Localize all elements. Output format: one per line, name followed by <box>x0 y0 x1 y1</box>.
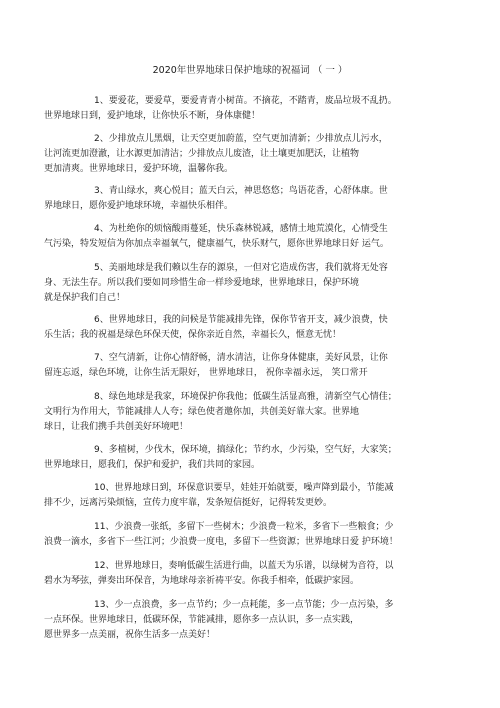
paragraph-8 <box>44 390 464 435</box>
paragraph-line: 6、世界地球日，我的问候是节能减排先锋，保你节省开支，减少浪费，快 <box>94 315 388 325</box>
paragraph-line: 4、为杜绝你的烦恼酸雨蔓延，快乐森林锐减，感情土地荒漠化，心情受生 <box>94 224 388 234</box>
paragraph-line: 文明行为作用大，节能减排人人夸；绿色使者邀你加，共创美好靠大家。世界地 <box>44 407 360 417</box>
paragraph-4 <box>44 222 464 252</box>
paragraph-line: 9、多植树，少伐木，保环境，搞绿化；节约水，少污染，空气好，大家笑； <box>94 445 397 455</box>
paragraph-line: 身、无法生存。所以我们要如同珍惜生命一样珍爱地球，世界地球日，保护环境 <box>44 278 360 288</box>
paragraph-line: 排不少，远离污染烦恼，宣传力度牢靠，发条短信挺好，记得转发更妙。 <box>44 498 333 508</box>
paragraph-line: 一点环保。世界地球日，低碳环保，节能减排，愿你多一点认识，多一点实践， <box>44 615 360 625</box>
paragraph-11 <box>44 520 464 550</box>
paragraph-line: 世界地球日到，爱护地球，让你快乐不断，身体康健！ <box>44 111 261 121</box>
paragraph-line: 2、少排放点儿黑烟，让天空更加蔚蓝，空气更加清新；少排放点儿污水， <box>94 134 388 144</box>
paragraph-line: 11、少浪费一张纸，多留下一些树木；少浪费一粒米，多省下一些粮食；少 <box>94 522 394 532</box>
paragraph-line: 10、世界地球日到，环保意识要早，娃娃开始就要，噪声降到最小，节能减 <box>94 483 394 493</box>
paragraph-12 <box>44 559 464 589</box>
paragraph-line: 球日，让我们携手共创美好环境吧！ <box>44 422 189 432</box>
paragraph-6 <box>44 313 464 343</box>
paragraph-7 <box>44 351 464 381</box>
document-title: 2020年世界地球日保护地球的祝福词 （ 一 ） <box>152 65 348 76</box>
paragraph-line: 更加清爽。世界地球日，爱护环境，温馨你我。 <box>44 164 234 174</box>
paragraph-line: 1、要爱花，要爱草，要爱青青小树苗。不摘花，不踏青，废品垃圾不乱扔。 <box>94 96 397 106</box>
paragraph-line: 世界地球日，愿我们，保护和爱护，我们共同的家园。 <box>44 460 261 470</box>
paragraph-line: 乐生活；我的祝福是绿色环保天使，保你亲近自然，幸福长久，惬意无忧！ <box>44 330 342 340</box>
paragraph-line: 7、空气清新，让你心情舒畅，清水清洁，让你身体健康，美好风景，让你 <box>94 353 388 363</box>
paragraph-10 <box>44 481 464 511</box>
paragraph-line: 5、美丽地球是我们赖以生存的源泉，一但对它造成伤害，我们就将无处容 <box>94 263 388 273</box>
paragraph-line: 碧水为琴弦，弹奏出环保音，为地球母亲祈祷平安。你我手相牵，低碳护家园。 <box>44 576 360 586</box>
paragraph-3 <box>44 184 464 214</box>
paragraph-line: 12、世界地球日，奏响低碳生活进行曲，以蓝天为乐谱，以绿树为音符，以 <box>94 561 394 571</box>
paragraph-line: 就是保护我们自己！ <box>44 293 126 303</box>
paragraph-line: 愿世界多一点美丽，祝你生活多一点美好！ <box>44 630 216 640</box>
paragraph-13 <box>44 598 464 643</box>
paragraph-line: 13、少一点浪费，多一点节约；少一点耗能，多一点节能；少一点污染，多 <box>94 600 394 610</box>
paragraph-line: 留连忘返，绿色环境，让你生活无限好， 世界地球日， 祝你幸福永远， 笑口常开 <box>44 368 368 378</box>
paragraph-5 <box>44 261 464 306</box>
paragraph-line: 浪费一滴水，多省下一些江河；少浪费一度电，多留下一些资源；世界地球日爱 护环境！ <box>44 537 398 547</box>
paragraph-9 <box>44 443 464 473</box>
paragraph-line: 3、青山绿水，爽心悦目；蓝天白云，神思悠悠；鸟语花香，心舒体康。世 <box>94 186 388 196</box>
paragraph-line: 8、绿色地球是我家，环境保护你我他；低碳生活显高雅，清新空气心情佳； <box>94 392 397 402</box>
paragraph-2 <box>44 132 464 177</box>
paragraph-line: 界地球日，愿你爱护地球环境，幸福快乐相伴。 <box>44 201 234 211</box>
paragraph-line: 让河流更加澄澈，让水源更加清洁；少排放点儿废渣，让土壤更加肥沃，让植物 <box>44 149 360 159</box>
paragraph-1 <box>44 94 464 124</box>
paragraph-line: 气污染，特发短信为你加点幸福氧气，健康福气，快乐财气，愿你世界地球日好 运气。 <box>44 239 389 249</box>
